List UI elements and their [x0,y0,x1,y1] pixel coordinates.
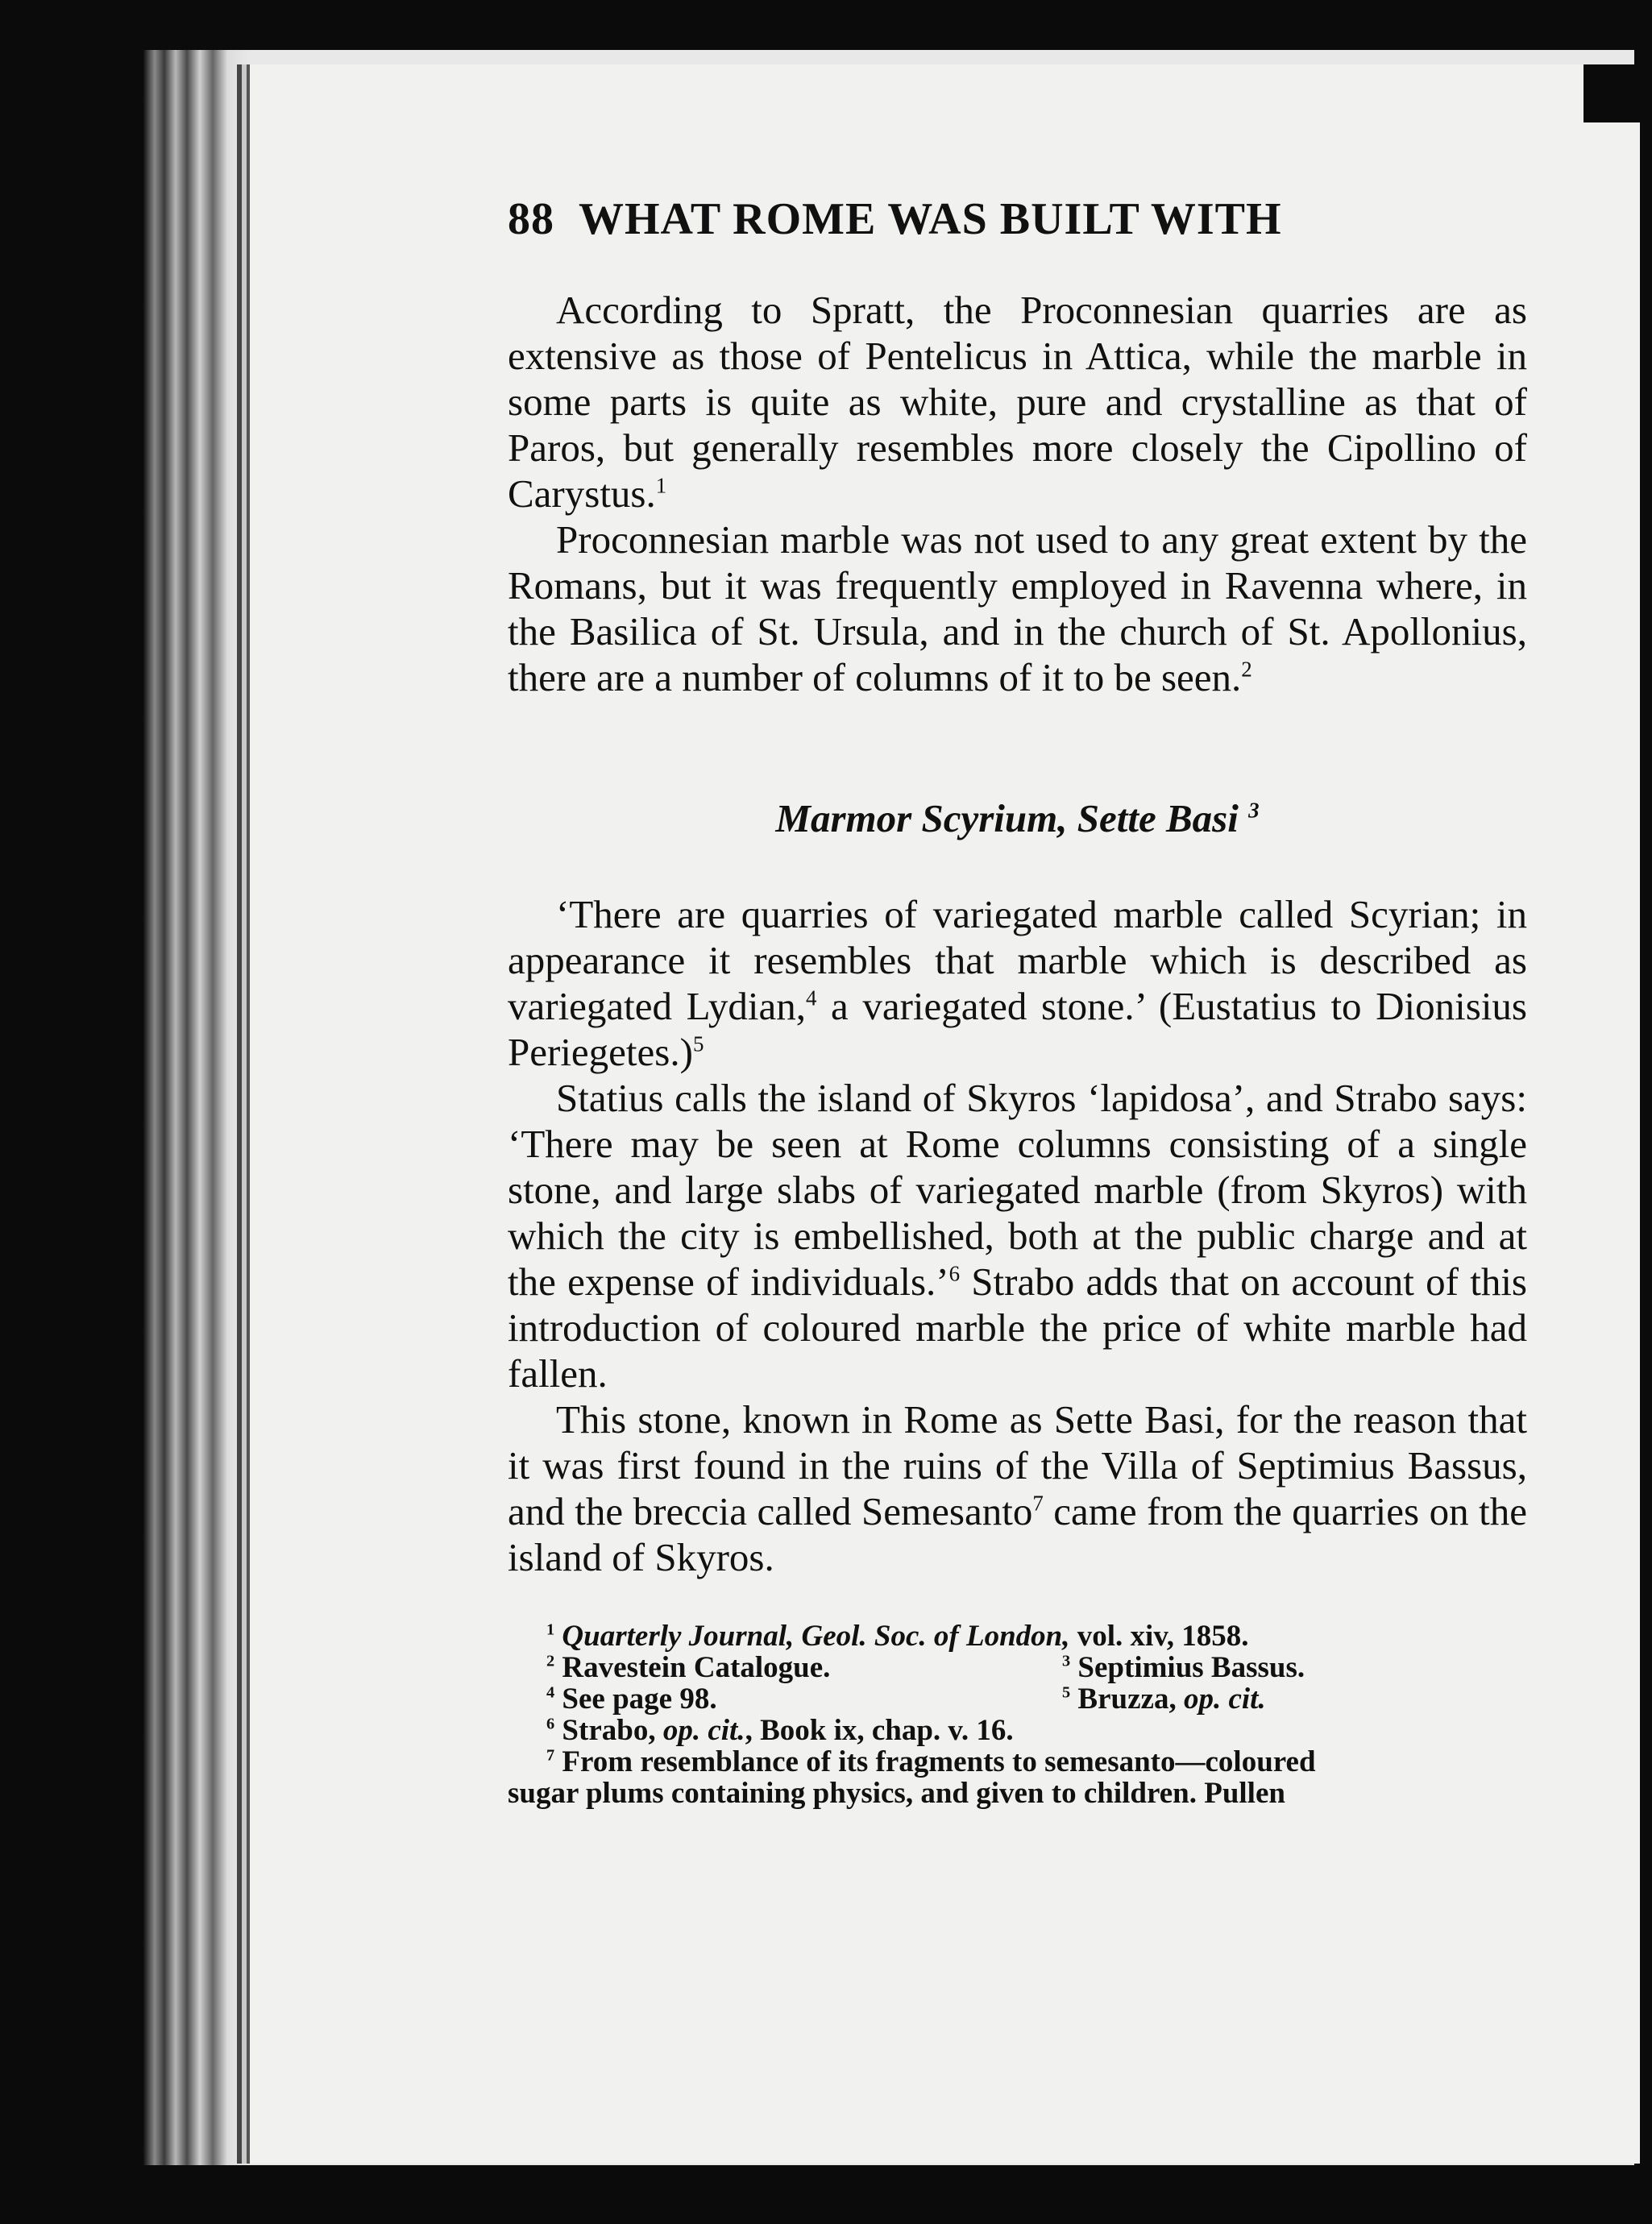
footnote-ref-4: 4 [805,985,817,1010]
footnote-4-text: See page 98. [562,1683,717,1716]
footnote-5-number: 5 [1062,1683,1071,1702]
paragraph-3-text-a: ‘There are quarries of variegated marble called Scyrian; in appearance it resembles that marble which is described as variegated Lydian, [508,892,1527,1028]
footnote-3 [1062,1652,1527,1683]
paragraph-3-text-b: a variegated stone.’ (Eustatius to Dionisius Periegetes.) [508,984,1527,1074]
footnote-7-number: 7 [546,1746,555,1765]
paragraph-1-text: According to Spratt, the Proconnesian quarries are as extensive as those of Pentelicus in Attica, while the marble in some parts is quite as white, pure and crystalline as that of Paros, but generally resembles more closely the Cipollino of Carystus. [508,288,1527,516]
running-title: WHAT ROME WAS BUILT WITH [579,194,1282,244]
footnote-3-text: Septimius Bassus. [1077,1651,1305,1684]
footnote-2-number: 2 [546,1652,555,1670]
page-content [508,193,1527,1809]
footnote-row-2-3 [508,1652,1527,1683]
footnote-2 [508,1652,1062,1683]
footnote-3-number: 3 [1062,1652,1071,1670]
footnote-6-number: 6 [546,1715,555,1733]
paragraph-5-text-a: This stone, known in Rome as Sette Basi, for the reason that it was first found in the ruins of the Villa of Septimius Bassus, and the breccia called Semesanto [508,1397,1527,1533]
paragraph-4-text-a: Statius calls the island of Skyros ‘lapidosa’, and Strabo says: ‘There may be seen at Rome columns consisting of a single stone, and large slabs of variegated marble (from Skyros) with which the city is embellished, both at the public charge and at the expense of individuals.’ [508,1076,1527,1304]
footnote-1-title: Quarterly Journal, Geol. Soc. of London, [562,1620,1070,1653]
footnote-1 [508,1620,1527,1652]
footnote-4-number: 4 [546,1683,555,1702]
paragraph-4-text-b: Strabo adds that on account of this introduction of coloured marble the price of white marble had fallen. [508,1259,1527,1396]
footnotes [508,1620,1527,1809]
paragraph-4 [508,1075,1527,1396]
footnote-ref-1: 1 [655,473,667,498]
footnote-5-text: Bruzza, [1077,1683,1184,1716]
footnote-6-italic: op. cit. [662,1714,745,1747]
footnote-ref-3: 3 [1248,798,1260,823]
footnote-ref-5: 5 [692,1031,704,1056]
section-heading-text: Marmor Scyrium, Sette Basi [775,796,1239,840]
running-head [508,193,1527,245]
footnote-7-continued: sugar plums containing physics, and given to children. Pullen [508,1777,1285,1810]
footnote-6-text: Strabo, [562,1714,663,1747]
footnote-1-number: 1 [546,1620,555,1639]
paragraph-5 [508,1396,1527,1580]
footnote-2-text: Ravestein Catalogue. [562,1651,831,1684]
footnote-ref-2: 2 [1241,657,1252,682]
footnote-7-text: From resemblance of its fragments to semesanto—coloured [562,1745,1316,1778]
footnote-5-italic: op. cit. [1183,1683,1266,1716]
footnote-row-4-5 [508,1683,1527,1715]
footnote-4 [508,1683,1062,1715]
footnote-7 [508,1746,1527,1778]
paragraph-5-text-b: came from the quarries on the island of Skyros. [508,1489,1527,1579]
footnote-ref-6: 6 [948,1261,961,1286]
footnote-1-text: vol. xiv, 1858. [1069,1620,1249,1653]
page-number: 88 [508,194,554,244]
paragraph-1 [508,287,1527,517]
page-corner [1584,64,1640,122]
footnote-6 [508,1715,1527,1746]
paragraph-3 [508,891,1527,1075]
footnote-5 [1062,1683,1527,1715]
paragraph-2-text: Proconnesian marble was not used to any great extent by the Romans, but it was frequently employed in Ravenna where, in the Basilica of St. Ursula, and in the church of St. Apollonius, there are a number of columns of it to be seen. [508,517,1527,699]
footnote-6-rest: , Book ix, chap. v. 16. [745,1714,1014,1747]
paragraph-2 [508,517,1527,700]
footnote-ref-7: 7 [1032,1491,1044,1516]
section-heading [508,795,1527,841]
